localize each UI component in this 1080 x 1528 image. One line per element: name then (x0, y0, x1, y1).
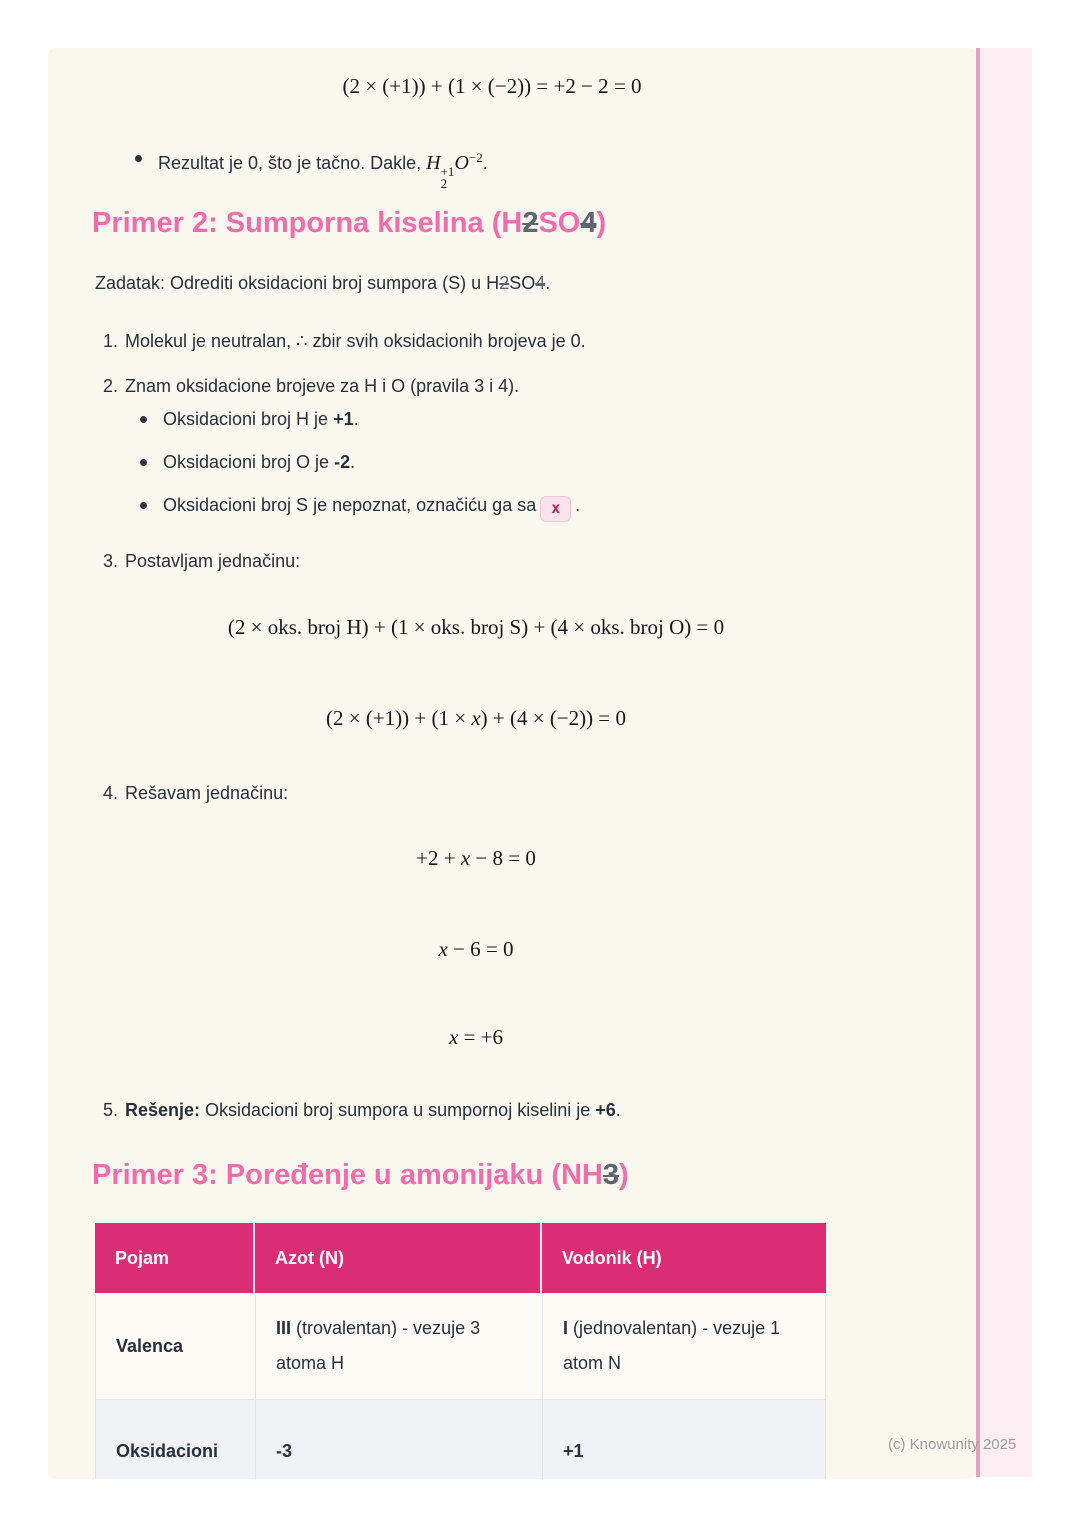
inline-code-x: x (540, 496, 571, 522)
bullet-rezultat (135, 145, 915, 190)
list-item-2 (103, 373, 893, 399)
heading2-post: ) (596, 207, 607, 239)
equation-step-2 (92, 937, 860, 962)
heading-primer-2 (92, 206, 912, 240)
bullet-dot-icon (140, 459, 147, 466)
list-item-3-number: 3. (103, 551, 119, 571)
equation-setup-words (92, 615, 860, 640)
math-h-sup: +1 (440, 164, 455, 179)
resenje-post: . (615, 1100, 621, 1120)
table-header-row (95, 1223, 826, 1293)
table-row (95, 1293, 826, 1400)
cell-bold: +1 (563, 1441, 584, 1461)
heading-primer-3 (92, 1158, 912, 1192)
eq2-x: x (471, 706, 481, 730)
cell-rest: (trovalentan) - vezuje 3 atoma H (276, 1318, 481, 1373)
heading2-pre: Primer 2: Sumporna kiselina (H (92, 207, 523, 239)
table-cell-vodonik (542, 1293, 826, 1400)
list-item-4-number: 4. (103, 783, 119, 803)
math-o: O (454, 152, 469, 174)
bullet-dot-icon (135, 155, 142, 162)
math-o-sup: −2 (468, 150, 483, 165)
sub-bullet-o (140, 449, 900, 475)
heading2-sub4-struck: 4 (580, 207, 597, 239)
formula-text: (2 × (+1)) + (1 × (−2)) = +2 − 2 = 0 (342, 74, 642, 98)
heading3-sub3-struck: 3 (602, 1159, 619, 1191)
formula-sum-check (108, 74, 876, 99)
zadatak-line (95, 270, 895, 296)
document-card (48, 48, 976, 1479)
table-header-vodonik: Vodonik (H) (562, 1248, 662, 1268)
rezultat-pre: Rezultat je 0, što je tačno. Dakle, (158, 153, 427, 173)
sub-bullet-h (140, 406, 900, 432)
bullet-dot-icon (140, 416, 147, 423)
eq4-b: − 6 = 0 (447, 937, 514, 961)
equation-step-1 (92, 846, 860, 871)
eq2-b: ) + (4 × (−2)) = 0 (480, 706, 626, 730)
zadatak-mid: SO (509, 273, 536, 293)
sub-bullet-o-post: . (350, 452, 356, 472)
eq3-a: +2 + (416, 846, 461, 870)
eq2-a: (2 × (+1)) + (1 × (325, 706, 472, 730)
list-item-1-number: 1. (103, 331, 119, 351)
sub-bullet-s-text: Oksidacioni broj S je nepoznat, označiću ga sa (163, 495, 537, 515)
math-h-sub: 2 (440, 176, 448, 191)
eq5-b: = +6 (458, 1025, 503, 1049)
table-cell-vodonik (542, 1400, 826, 1479)
watermark: (c) Knowunity 2025 (888, 1436, 1017, 1453)
list-item-3-text: Postavljam jednačinu: (125, 551, 301, 571)
table-cell-label: Oksidacioni (95, 1400, 255, 1479)
table-header-pojam: Pojam (95, 1223, 255, 1293)
sub-bullet-s-post: . (575, 495, 581, 515)
heading3-pre: Primer 3: Poređenje u amonijaku (NH (92, 1159, 603, 1191)
eq4-x: x (438, 937, 448, 961)
sub-bullet-s (140, 492, 900, 522)
math-h: H (426, 152, 441, 174)
eq3-b: − 8 = 0 (470, 846, 536, 870)
zadatak-pre: Zadatak: Odrediti oksidacioni broj sumpora (S) u H (95, 273, 500, 293)
list-item-1-text: Molekul je neutralan, ∴ zbir svih oksidacionih brojeva je 0. (125, 331, 586, 351)
sub-bullet-o-text: Oksidacioni broj O je (163, 452, 335, 472)
sub-bullet-h-post: . (353, 409, 359, 429)
list-item-2-text: Znam oksidacione brojeve za H i O (pravila 3 i 4). (125, 376, 520, 396)
comparison-table (95, 1223, 826, 1479)
list-item-2-number: 2. (103, 376, 119, 396)
table-row (95, 1400, 826, 1479)
equation-setup-words-text: (2 × oks. broj H) + (1 × oks. broj S) + (4 × oks. broj O) = 0 (227, 615, 725, 639)
bullet-rezultat-text (158, 145, 488, 190)
cell-bold: -3 (276, 1441, 293, 1461)
sub-bullet-h-value: +1 (333, 409, 354, 429)
sub-bullet-h-text: Oksidacioni broj H je (163, 409, 334, 429)
list-item-1 (103, 328, 893, 354)
cell-rest: (jednovalentan) - vezuje 1 atom N (563, 1318, 781, 1373)
bullet-dot-icon (140, 502, 147, 509)
heading3-post: ) (619, 1159, 629, 1191)
table-cell-label: Valenca (95, 1293, 255, 1400)
resenje-value: +6 (595, 1100, 616, 1120)
table-cell-azot (255, 1400, 542, 1479)
rezultat-post: . (482, 153, 488, 173)
table-header-azot: Azot (N) (255, 1223, 542, 1293)
heading2-sub2-struck: 2 (522, 207, 539, 239)
list-item-3 (103, 548, 893, 574)
zadatak-sub4-struck: 4 (535, 273, 546, 293)
resenje-text: Oksidacioni broj sumpora u sumpornoj kiselini je (200, 1100, 596, 1120)
equation-setup-values (92, 706, 860, 731)
eq3-x: x (460, 846, 471, 870)
list-item-5-number: 5. (103, 1100, 119, 1120)
resenje-label: Rešenje: (125, 1100, 201, 1120)
list-item-4 (103, 780, 893, 806)
zadatak-sub2-struck: 2 (499, 273, 510, 293)
list-item-4-text: Rešavam jednačinu: (125, 783, 289, 803)
list-item-5 (103, 1097, 893, 1123)
heading2-mid: SO (538, 207, 581, 239)
pink-side-strip (976, 48, 1032, 1477)
zadatak-post: . (545, 273, 551, 293)
cell-bold: III (276, 1318, 292, 1338)
math-h-subsup (441, 166, 455, 190)
cell-bold: I (563, 1318, 569, 1338)
eq5-x: x (448, 1025, 459, 1049)
equation-result (92, 1025, 860, 1050)
sub-bullet-o-value: -2 (334, 452, 351, 472)
table-cell-azot (255, 1293, 542, 1400)
